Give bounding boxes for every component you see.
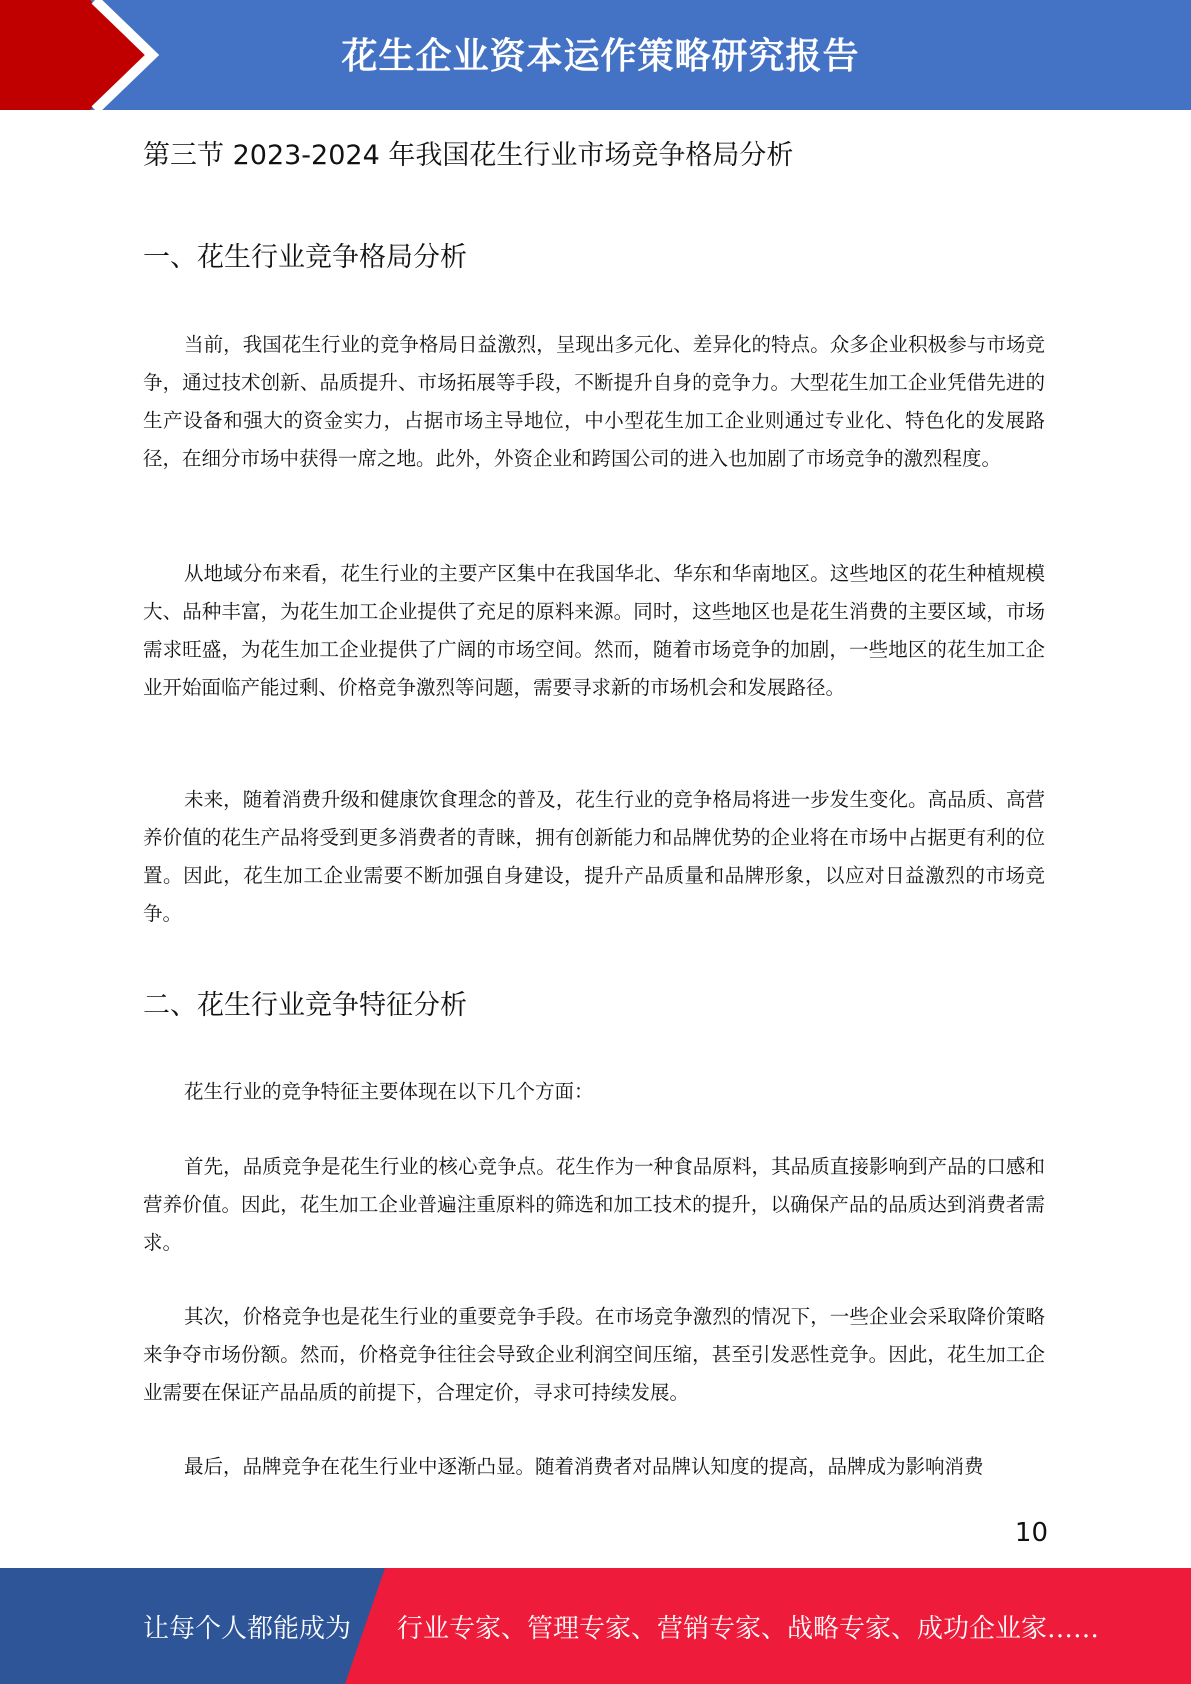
footer-slogan-left: 让每个人都能成为 [143, 1614, 352, 1644]
paragraph: 未来，随着消费升级和健康饮食理念的普及，花生行业的竞争格局将进一步发生变化。高品质、高营养价值的花生产品将受到更多消费者的青睐，拥有创新能力和品牌优势的企业将在市场中占据更有利的位置。因此，花生加工企业需要不断加强自身建设，提升产品质量和品牌形象，以应对日益激烈的市场竞争。 [143, 788, 1045, 925]
heading-competition-features: 二、花生行业竞争特征分析 [143, 990, 467, 1021]
paragraph: 从地域分布来看，花生行业的主要产区集中在我国华北、华东和华南地区。这些地区的花生种植规模大、品种丰富，为花生加工企业提供了充足的原料来源。同时，这些地区也是花生消费的主要区域，市场需求旺盛，为花生加工企业提供了广阔的市场空间。然而，随着市场竞争的加剧，一些地区的花生加工企业开始面临产能过剩、价格竞争激烈等问题，需要寻求新的市场机会和发展路径。 [143, 562, 1045, 699]
footer-slogan-right: 行业专家、管理专家、营销专家、战略专家、成功企业家…… [397, 1614, 1100, 1644]
page-footer [0, 1568, 1191, 1684]
heading-competition-landscape: 一、花生行业竞争格局分析 [143, 242, 467, 273]
page-number: 10 [1014, 1518, 1048, 1548]
paragraph: 花生行业的竞争特征主要体现在以下几个方面： [184, 1080, 594, 1103]
paragraph: 首先，品质竞争是花生行业的核心竞争点。花生作为一种食品原料，其品质直接影响到产品的口感和营养价值。因此，花生加工企业普遍注重原料的筛选和加工技术的提升，以确保产品的品质达到消费者需求。 [143, 1155, 1045, 1254]
report-title: 花生企业资本运作策略研究报告 [341, 36, 860, 77]
paragraph: 当前，我国花生行业的竞争格局日益激烈，呈现出多元化、差异化的特点。众多企业积极参与市场竞争，通过技术创新、品质提升、市场拓展等手段，不断提升自身的竞争力。大型花生加工企业凭借先进的生产设备和强大的资金实力，占据市场主导地位，中小型花生加工企业则通过专业化、特色化的发展路径，在细分市场中获得一席之地。此外，外资企业和跨国公司的进入也加剧了市场竞争的激烈程度。 [143, 333, 1045, 470]
page-header [0, 0, 1191, 110]
paragraph: 最后，品牌竞争在花生行业中逐渐凸显。随着消费者对品牌认知度的提高，品牌成为影响消费 [184, 1455, 984, 1478]
section-title: 第三节 2023-2024 年我国花生行业市场竞争格局分析 [143, 140, 794, 171]
paragraph: 其次，价格竞争也是花生行业的重要竞争手段。在市场竞争激烈的情况下，一些企业会采取降价策略来争夺市场份额。然而，价格竞争往往会导致企业利润空间压缩，甚至引发恶性竞争。因此，花生加工企业需要在保证产品品质的前提下，合理定价，寻求可持续发展。 [143, 1305, 1045, 1404]
